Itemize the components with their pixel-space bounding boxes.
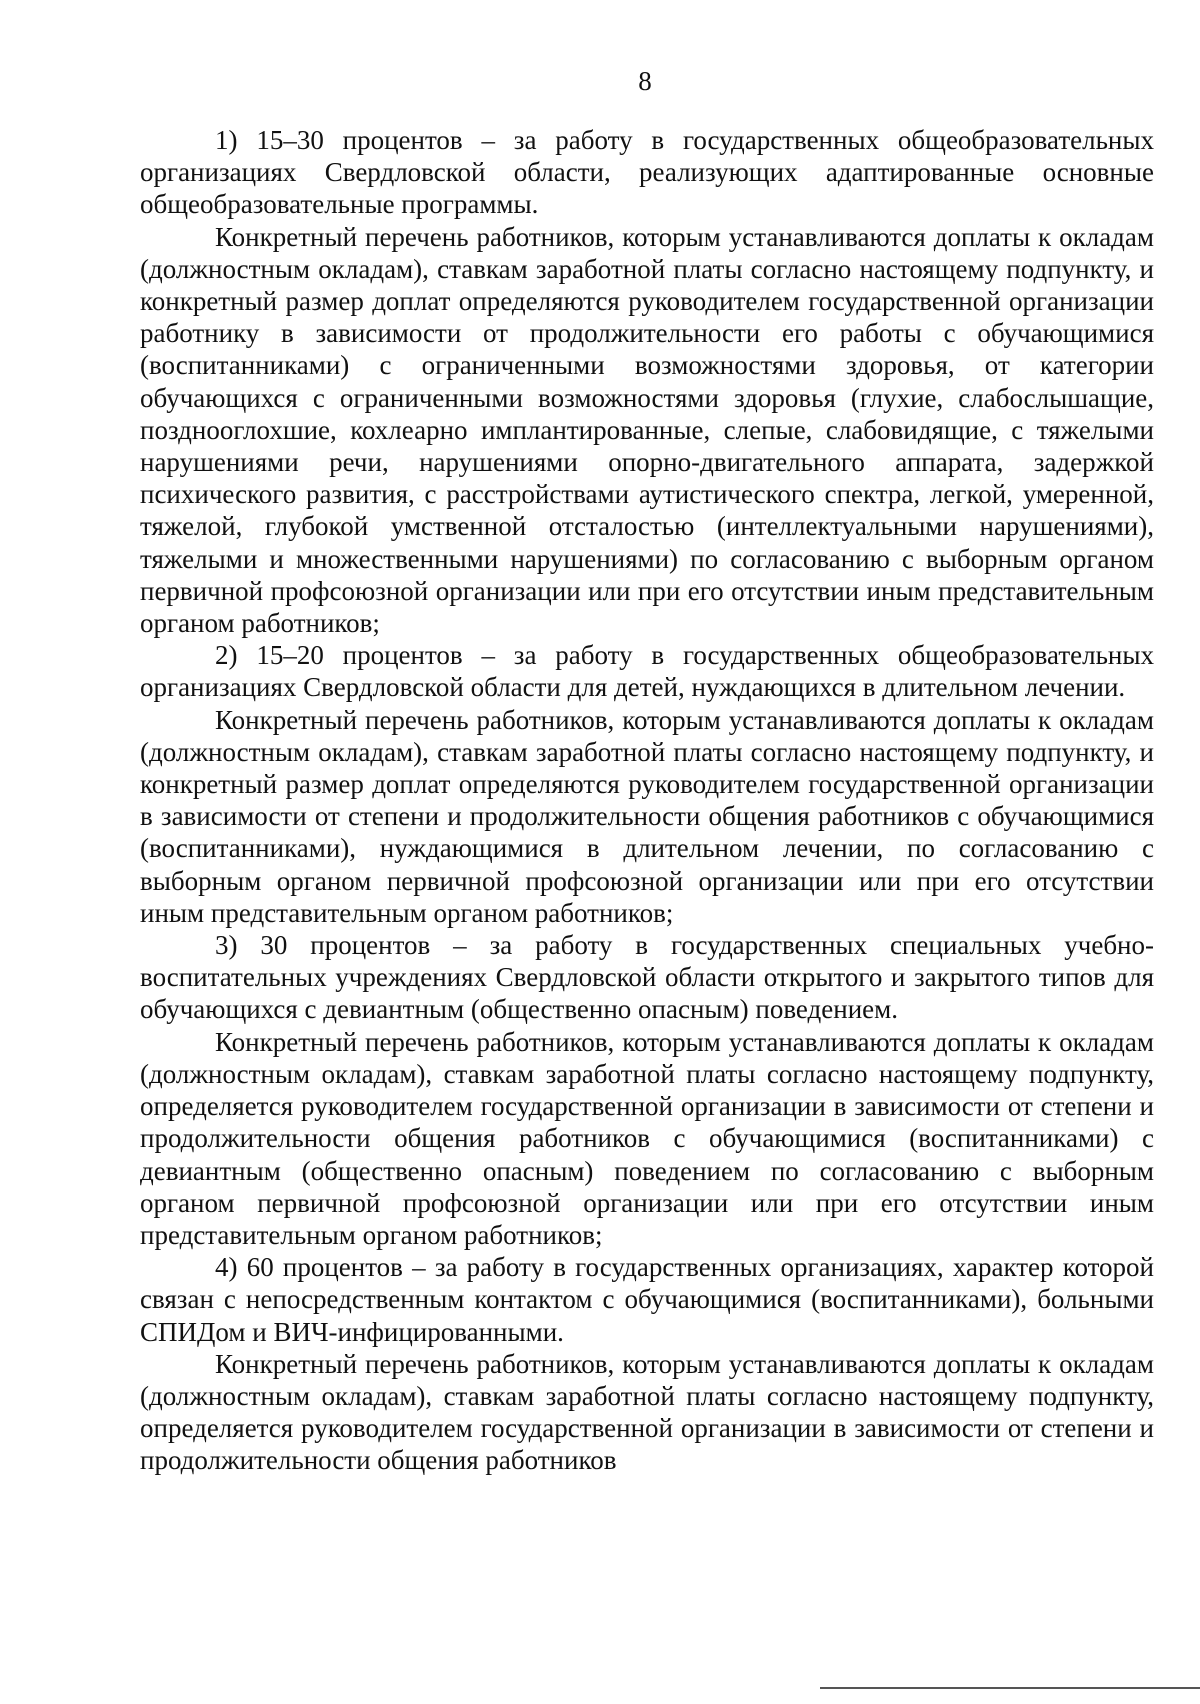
- paragraph-item-4-details: Конкретный перечень работников, которым устанавливаются доплаты к окладам (должностным окладам), ставкам заработной платы согласно настоящему подпункту, определяется руководителем государственной организации в зависимости от степени и продолжительности общения работников: [140, 1348, 1154, 1476]
- page-number: 8: [638, 66, 652, 96]
- paragraph-item-3-details: Конкретный перечень работников, которым устанавливаются доплаты к окладам (должностным окладам), ставкам заработной платы согласно настоящему подпункту, определяется руководителем государственной организации в зависимости от степени и продолжительности общения работников с обучающимися (воспитанниками) с девиантным (общественно опасным) поведением по согласованию с выборным органом первичной профсоюзной организации или при его отсутствии иным представительным органом работников;: [140, 1026, 1154, 1250]
- paragraph-item-4: 4) 60 процентов – за работу в государственных организациях, характер которой связан с непосредственным контактом с обучающимися (воспитанниками), больными СПИДом и ВИЧ-инфицированными.: [140, 1252, 1154, 1347]
- page-edge-rule: [820, 1687, 1200, 1689]
- paragraph-item-2-details: Конкретный перечень работников, которым устанавливаются доплаты к окладам (должностным окладам), ставкам заработной платы согласно настоящему подпункту, и конкретный размер доплат определяются руководителем государственной организации в зависимости от степени и продолжительности общения работников с обучающимися (воспитанниками), нуждающимися в длительном лечении, по согласованию с выборным органом первичной профсоюзной организации или при его отсутствии иным представительным органом работников;: [140, 704, 1154, 928]
- paragraph-item-1-details: Конкретный перечень работников, которым устанавливаются доплаты к окладам (должностным окладам), ставкам заработной платы согласно настоящему подпункту, и конкретный размер доплат определяются руководителем государственной организации работнику в зависимости от продолжительности его работы с обучающимися (воспитанниками) с ограниченными возможностями здоровья, от категории обучающихся с ограниченными возможностями здоровья (глухие, слабослышащие, позднооглохшие, кохлеарно имплантированные, слепые, слабовидящие, с тяжелыми нарушениями речи, нарушениями опорно-двигательного аппарата, задержкой психического развития, с расстройствами аутистического спектра, легкой, умеренной, тяжелой, глубокой умственной отсталостью (интеллектуальными нарушениями), тяжелыми и множественными нарушениями) по согласованию с выборным органом первичной профсоюзной организации или при его отсутствии иным представительным органом работников;: [140, 221, 1154, 639]
- paragraph-item-1: 1) 15–30 процентов – за работу в государственных общеобразовательных организациях Свердловской области, реализующих адаптированные основные общеобразовательные программы.: [140, 125, 1154, 220]
- paragraph-item-3: 3) 30 процентов – за работу в государственных специальных учебно-воспитательных учреждениях Свердловской области открытого и закрытого типов для обучающихся с девиантным (общественно опасным) поведением.: [140, 930, 1154, 1025]
- paragraph-item-2: 2) 15–20 процентов – за работу в государственных общеобразовательных организациях Свердловской области для детей, нуждающихся в длительном лечении.: [140, 640, 1154, 703]
- document-body: [140, 124, 1154, 1477]
